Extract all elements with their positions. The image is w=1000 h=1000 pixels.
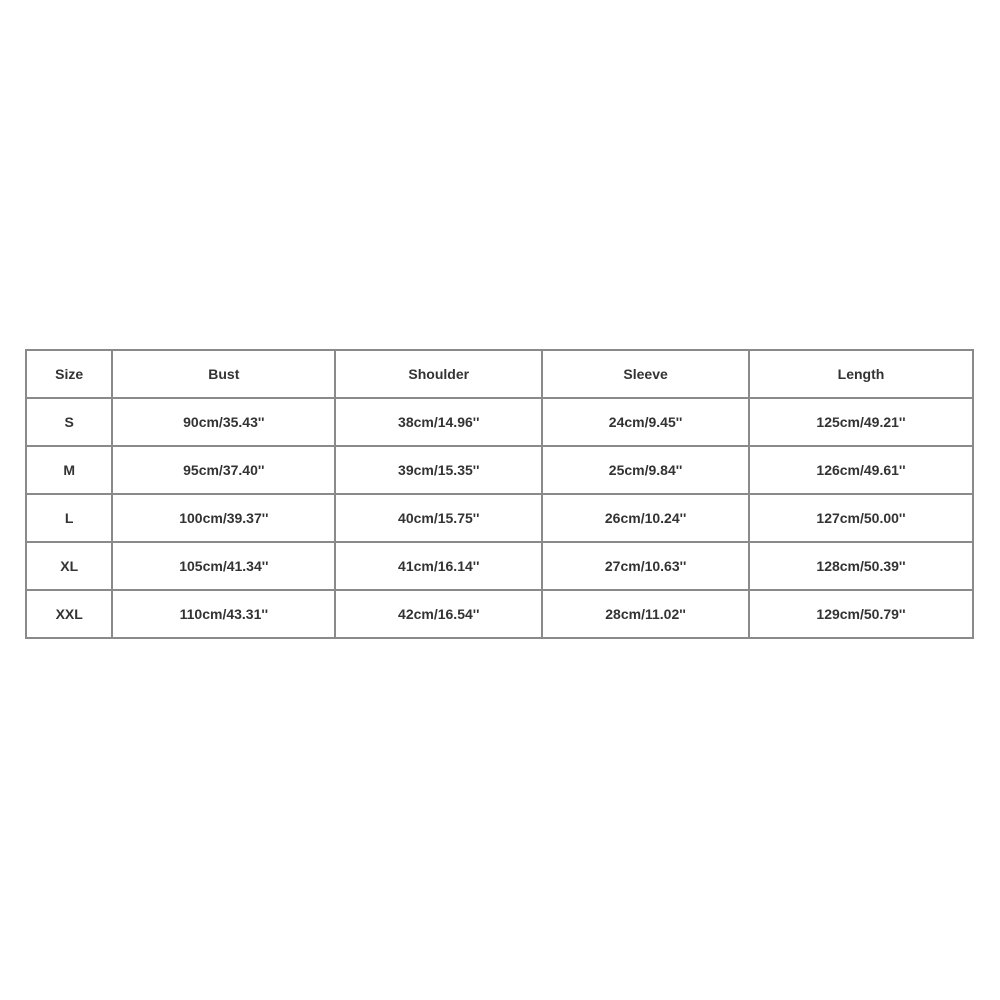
cell-sleeve: 24cm/9.45'': [542, 398, 749, 446]
cell-size: S: [26, 398, 112, 446]
header-bust: Bust: [112, 350, 335, 398]
cell-length: 126cm/49.61'': [749, 446, 973, 494]
table-row: [26, 590, 973, 638]
cell-size: XL: [26, 542, 112, 590]
header-shoulder: Shoulder: [335, 350, 542, 398]
size-chart-table: [25, 349, 974, 639]
cell-shoulder: 38cm/14.96'': [335, 398, 542, 446]
cell-size: M: [26, 446, 112, 494]
table-row: [26, 542, 973, 590]
cell-bust: 95cm/37.40'': [112, 446, 335, 494]
cell-sleeve: 26cm/10.24'': [542, 494, 749, 542]
cell-length: 129cm/50.79'': [749, 590, 973, 638]
header-sleeve: Sleeve: [542, 350, 749, 398]
header-length: Length: [749, 350, 973, 398]
cell-length: 128cm/50.39'': [749, 542, 973, 590]
cell-bust: 90cm/35.43'': [112, 398, 335, 446]
table-row: [26, 446, 973, 494]
cell-bust: 105cm/41.34'': [112, 542, 335, 590]
cell-shoulder: 40cm/15.75'': [335, 494, 542, 542]
cell-bust: 110cm/43.31'': [112, 590, 335, 638]
cell-sleeve: 25cm/9.84'': [542, 446, 749, 494]
cell-shoulder: 42cm/16.54'': [335, 590, 542, 638]
cell-length: 125cm/49.21'': [749, 398, 973, 446]
cell-bust: 100cm/39.37'': [112, 494, 335, 542]
cell-sleeve: 27cm/10.63'': [542, 542, 749, 590]
cell-shoulder: 39cm/15.35'': [335, 446, 542, 494]
table-row: [26, 398, 973, 446]
cell-size: XXL: [26, 590, 112, 638]
cell-length: 127cm/50.00'': [749, 494, 973, 542]
cell-sleeve: 28cm/11.02'': [542, 590, 749, 638]
header-size: Size: [26, 350, 112, 398]
table-row: [26, 494, 973, 542]
cell-shoulder: 41cm/16.14'': [335, 542, 542, 590]
cell-size: L: [26, 494, 112, 542]
table-header-row: [26, 350, 973, 398]
